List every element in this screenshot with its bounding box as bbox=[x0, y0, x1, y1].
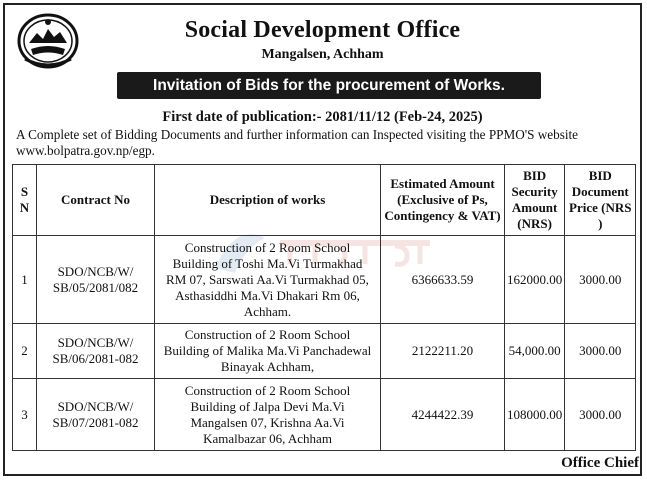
header-sn: S N bbox=[13, 165, 37, 236]
cell-contract-no: SDO/NCB/W/ SB/06/2081-082 bbox=[37, 324, 155, 379]
table-row bbox=[13, 379, 636, 451]
office-location: Mangalsen, Achham bbox=[261, 47, 384, 62]
cell-bid-security: 54,000.00 bbox=[505, 324, 565, 379]
table-row bbox=[13, 236, 636, 324]
header-bid-security: BID Security Amount (NRS) bbox=[505, 165, 565, 236]
cell-description: Construction of 2 Room School Building of Jalpa Devi Ma.Vi Mangalsen 07, Krishna Aa.Vi Kamalbazar 06, Achham bbox=[155, 379, 381, 451]
cell-description: Construction of 2 Room School Building of Malika Ma.Vi Panchadewal Binayak Achham, bbox=[155, 324, 381, 379]
table-header-row bbox=[13, 165, 636, 236]
cell-estimated-amount: 4244422.39 bbox=[381, 379, 505, 451]
cell-bid-doc-price: 3000.00 bbox=[565, 324, 636, 379]
cell-bid-doc-price: 3000.00 bbox=[565, 379, 636, 451]
office-chief-signature: Office Chief bbox=[561, 455, 639, 471]
cell-contract-no: SDO/NCB/W/ SB/07/2081-082 bbox=[37, 379, 155, 451]
table-row bbox=[13, 324, 636, 379]
cell-description: Construction of 2 Room School Building of Toshi Ma.Vi Turmakhad RM 07, Sarswati Aa.Vi Turmakhad 05, Asthasiddhi Ma.Vi Dhakari Rm 06, Achham. bbox=[155, 236, 381, 324]
office-title: Social Development Office bbox=[184, 17, 461, 43]
header-estimated-amount: Estimated Amount (Exclusive of Ps, Contingency & VAT) bbox=[381, 165, 505, 236]
cell-sn: 3 bbox=[13, 379, 37, 451]
cell-estimated-amount: 2122211.20 bbox=[381, 324, 505, 379]
cell-bid-security: 108000.00 bbox=[505, 379, 565, 451]
invitation-banner bbox=[117, 72, 541, 99]
bids-table bbox=[12, 164, 636, 451]
cell-bid-doc-price: 3000.00 bbox=[565, 236, 636, 324]
cell-sn: 2 bbox=[13, 324, 37, 379]
intro-paragraph: A Complete set of Bidding Documents and further information can Inspected visiting the PPMO'S website www.bolpatra.gov.np/egp. bbox=[16, 127, 579, 158]
cell-bid-security: 162000.00 bbox=[505, 236, 565, 324]
header-bid-doc-price: BID Document Price (NRS ) bbox=[565, 165, 636, 236]
header-contract-no: Contract No bbox=[37, 165, 155, 236]
header-description: Description of works bbox=[155, 165, 381, 236]
banner-text: Invitation of Bids for the procurement of Works. bbox=[153, 76, 505, 94]
cell-sn: 1 bbox=[13, 236, 37, 324]
cell-estimated-amount: 6366633.59 bbox=[381, 236, 505, 324]
publication-date: First date of publication:- 2081/11/12 (Feb-24, 2025) bbox=[162, 109, 483, 125]
cell-contract-no: SDO/NCB/W/ SB/05/2081/082 bbox=[37, 236, 155, 324]
